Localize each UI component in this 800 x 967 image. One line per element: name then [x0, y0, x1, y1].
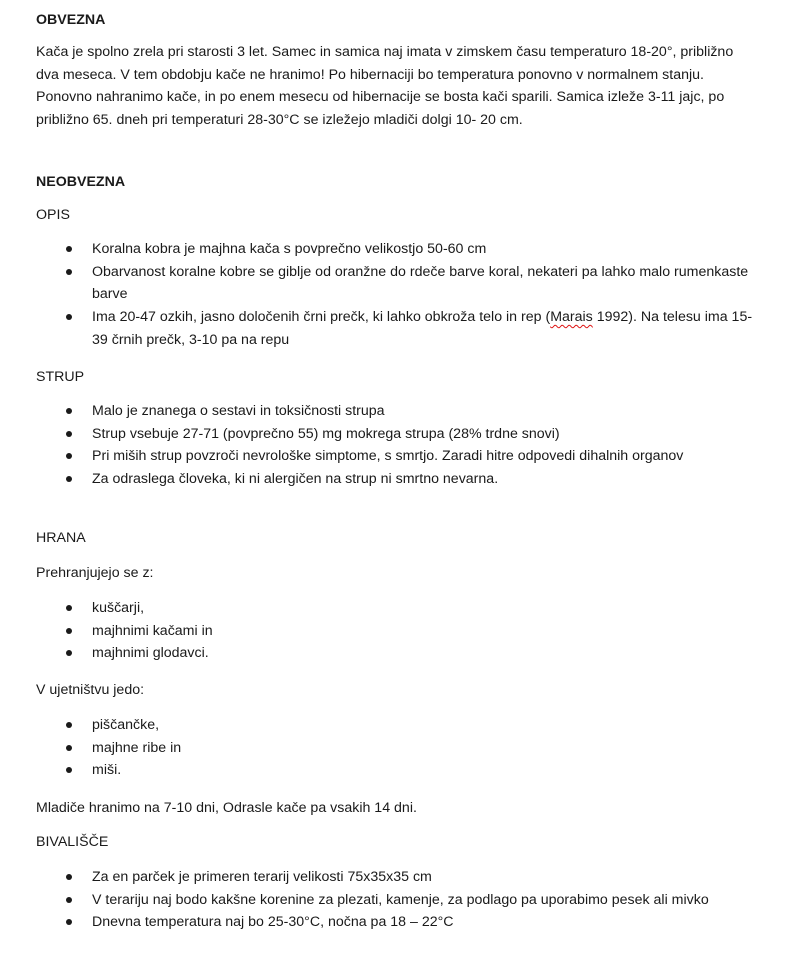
- bullet-icon: [66, 431, 72, 437]
- captive-diet-list: [36, 714, 756, 782]
- bullet-icon: [66, 476, 72, 482]
- bullet-icon: [66, 628, 72, 634]
- list-item: Obarvanost koralne kobre se giblje od oranžne do rdeče barve koral, nekateri pa lahko malo rumenkaste barve: [36, 261, 756, 306]
- strup-list: [36, 400, 756, 491]
- wild-diet-list: [36, 597, 756, 665]
- list-item: kuščarji,: [36, 597, 756, 620]
- bullet-icon: [66, 408, 72, 414]
- list-item: Za odraslega človeka, ki ni alergičen na strup ni smrtno nevarna.: [36, 468, 756, 491]
- section-title-strup: STRUP: [36, 369, 85, 385]
- bullet-icon: [66, 453, 72, 459]
- intro-paragraph: Kača je spolno zrela pri starosti 3 let. Samec in samica naj imata v zimskem času temperaturo 18-20°, približno dva meseca. V tem obdobju kače ne hranimo! Po hibernaciji bo temperatura ponovno v normalnem stanju. Ponovno nahranimo kače, in po enem mesecu od hibernacije se bosta kači sparili. Samica izleže 3-11 jajc, po približno 65. dneh pri temperaturi 28-30°C se izležejo mladiči dolgi 10- 20 cm.: [36, 44, 734, 129]
- section-title-hrana: HRANA: [36, 530, 86, 546]
- bullet-icon: [66, 605, 72, 611]
- list-item: Koralna kobra je majhna kača s povprečno velikostjo 50-60 cm: [36, 238, 756, 261]
- list-item: Ima 20-47 ozkih, jasno določenih črni prečk, ki lahko obkroža telo in rep (Marais 1992). Na telesu ima 15-39 črnih prečk, 3-10 pa na repu: [36, 306, 756, 351]
- bullet-icon: [66, 767, 72, 773]
- list-item: majhne ribe in: [36, 737, 756, 760]
- list-item: Malo je znanega o sestavi in toksičnosti strupa: [36, 400, 756, 423]
- opis-list: [36, 238, 756, 352]
- bullet-icon: [66, 897, 72, 903]
- feeding-note: Mladiče hranimo na 7-10 dni, Odrasle kače pa vsakih 14 dni.: [36, 800, 417, 816]
- list-item: miši.: [36, 759, 756, 782]
- bullet-icon: [66, 650, 72, 656]
- bullet-icon: [66, 269, 72, 275]
- bivalisce-list: [36, 866, 756, 934]
- list-item: majhnimi glodavci.: [36, 642, 756, 665]
- list-item: Pri miših strup povzroči nevrološke simptome, s smrtjo. Zaradi hitre odpovedi dihalnih organov: [36, 445, 756, 468]
- bullet-icon: [66, 745, 72, 751]
- list-item: majhnimi kačami in: [36, 620, 756, 643]
- bullet-icon: [66, 722, 72, 728]
- section-title-bivalisce: BIVALIŠČE: [36, 834, 109, 850]
- list-item: Strup vsebuje 27-71 (povprečno 55) mg mokrega strupa (28% trdne snovi): [36, 423, 756, 446]
- list-item: V terariju naj bodo kakšne korenine za plezati, kamenje, za podlago pa uporabimo pesek ali mivko: [36, 889, 756, 912]
- wild-diet-intro: Prehranjujejo se z:: [36, 565, 154, 581]
- bullet-icon: [66, 874, 72, 880]
- list-item: Dnevna temperatura naj bo 25-30°C, nočna pa 18 – 22°C: [36, 911, 756, 934]
- bullet-icon: [66, 314, 72, 320]
- captive-diet-intro: V ujetništvu jedo:: [36, 682, 145, 698]
- heading-obvezna: OBVEZNA: [36, 12, 106, 28]
- bullet-icon: [66, 246, 72, 252]
- spellcheck-flagged-word[interactable]: Marais: [550, 309, 593, 326]
- list-item: Za en parček je primeren terarij velikosti 75x35x35 cm: [36, 866, 756, 889]
- bullet-icon: [66, 919, 72, 925]
- heading-neobvezna: NEOBVEZNA: [36, 174, 126, 190]
- section-title-opis: OPIS: [36, 207, 70, 223]
- list-item: piščančke,: [36, 714, 756, 737]
